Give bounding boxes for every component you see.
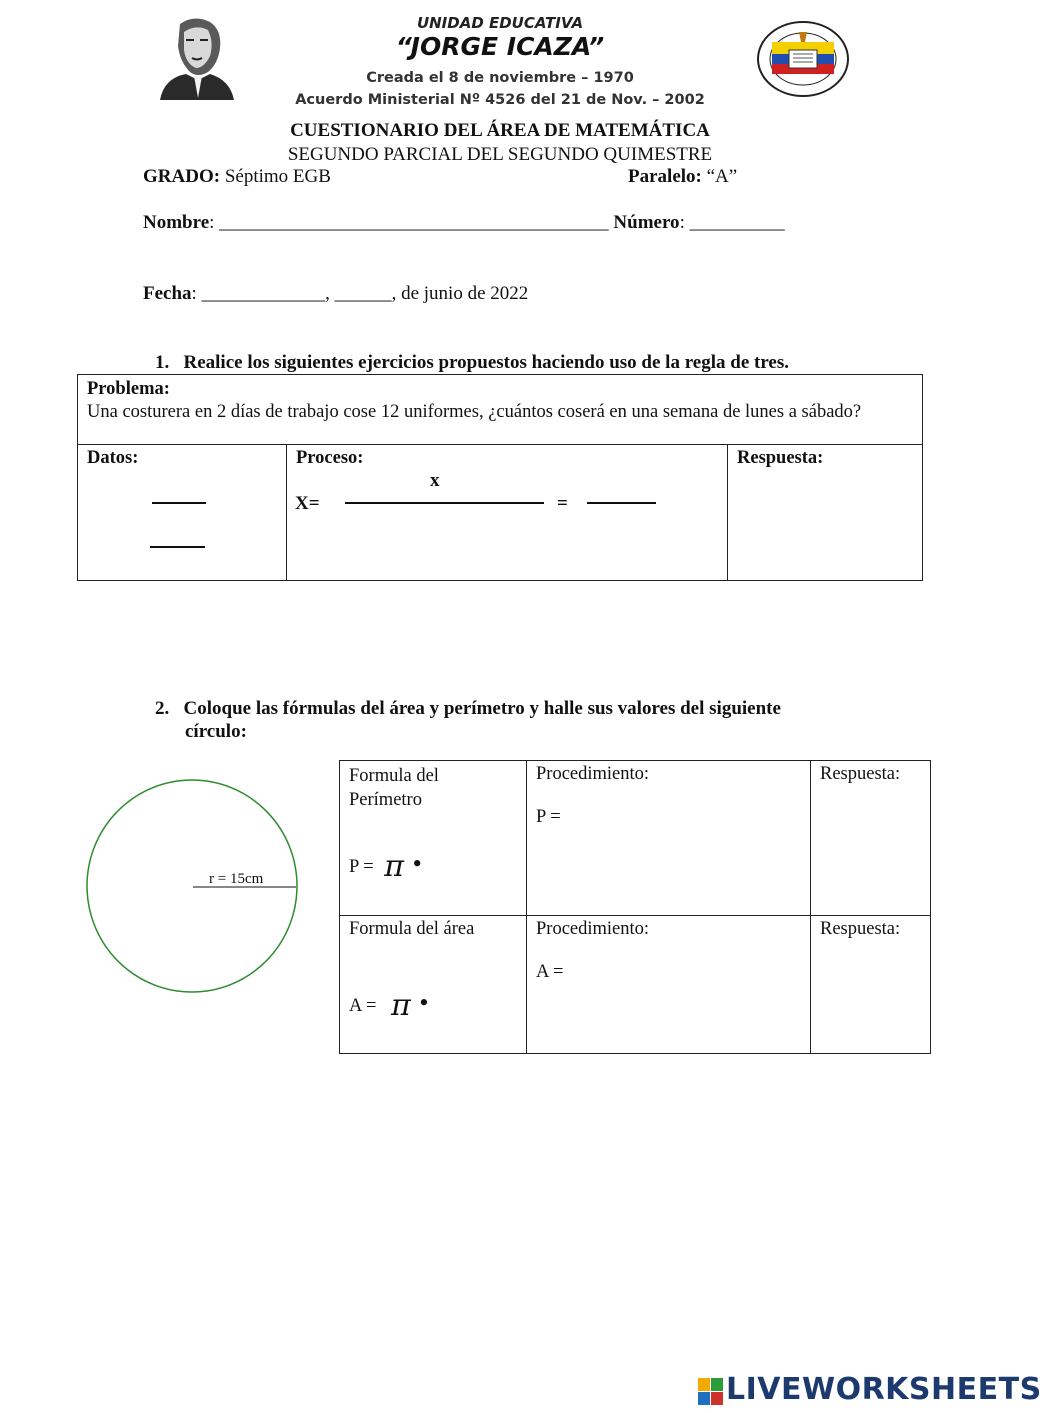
ministerial-agreement: Acuerdo Ministerial Nº 4526 del 21 de Nov. – 2002 — [295, 92, 705, 108]
radius-label: r = 15cm — [209, 871, 264, 887]
datos-blank-line-2[interactable] — [150, 546, 205, 548]
document-title: CUESTIONARIO DEL ÁREA DE MATEMÁTICA — [290, 120, 710, 141]
perimeter-formula-label: Formula del Perímetro — [349, 766, 439, 811]
multiply-dot-icon: • — [412, 849, 422, 878]
area-answer-label: Respuesta: — [820, 919, 901, 939]
question-1 — [155, 352, 789, 374]
grado-label: GRADO: — [143, 166, 221, 187]
result-blank-line[interactable] — [587, 502, 656, 504]
pi-icon: π — [391, 988, 411, 1023]
area-formula-cell[interactable] — [340, 916, 527, 1054]
proceso-label: Proceso: — [296, 448, 364, 468]
question-2-text-line2: círculo: — [185, 720, 247, 742]
school-logo — [755, 20, 851, 98]
datos-label: Datos: — [87, 448, 139, 468]
numero-label: Número — [613, 212, 680, 233]
question-1-text: Realice los siguientes ejercicios propuestos haciendo uso de la regla de tres. — [183, 352, 789, 373]
fecha-blank[interactable]: : _____________, ______, de junio de 2022 — [191, 283, 529, 304]
creation-date: Creada el 8 de noviembre – 1970 — [366, 70, 634, 86]
fecha-field[interactable] — [143, 283, 528, 305]
portrait-image — [150, 14, 238, 100]
nombre-label: Nombre — [143, 212, 210, 233]
perimeter-procedure-label: Procedimiento: — [536, 764, 650, 784]
nombre-blank[interactable]: : _________________________________________ — [209, 212, 609, 233]
area-eq-label: A = — [349, 996, 377, 1016]
perimeter-procedure-cell[interactable] — [527, 761, 811, 916]
nombre-field[interactable] — [143, 212, 785, 234]
datos-blank-line-1[interactable] — [152, 502, 206, 504]
liveworksheets-logo-icon — [698, 1378, 724, 1406]
x-equals-label: X= — [295, 493, 320, 514]
question-2-text-line1: Coloque las fórmulas del área y perímetro y halle sus valores del siguiente — [183, 698, 781, 719]
pi-icon: π — [384, 849, 405, 884]
question-2 — [155, 698, 781, 744]
area-answer-cell[interactable] — [811, 916, 931, 1054]
fraction-bar[interactable] — [345, 502, 544, 504]
paralelo-label: Paralelo: — [628, 166, 702, 187]
datos-cell[interactable] — [78, 445, 287, 581]
area-procedure-eq: A = — [536, 962, 564, 982]
area-formula-label: Formula del área — [349, 919, 475, 939]
fecha-label: Fecha — [143, 283, 192, 304]
perimeter-answer-cell[interactable] — [811, 761, 931, 916]
document-subtitle: SEGUNDO PARCIAL DEL SEGUNDO QUIMESTRE — [287, 144, 713, 165]
respuesta-label: Respuesta: — [737, 448, 824, 468]
perimeter-equation — [349, 845, 422, 884]
respuesta-cell[interactable] — [728, 445, 923, 581]
rule-of-three-table — [77, 374, 923, 581]
perimeter-eq-label: P = — [349, 857, 374, 877]
paralelo-value: “A” — [701, 166, 738, 187]
school-name: “JORGE ICAZA” — [395, 32, 605, 61]
proceso-cell[interactable] — [287, 445, 728, 581]
numero-blank[interactable]: : __________ — [679, 212, 785, 233]
x-numerator: x — [430, 470, 440, 491]
circle-figure — [84, 778, 304, 996]
equals-sign: = — [557, 493, 568, 514]
grado-value: Séptimo EGB — [220, 166, 331, 187]
paralelo-field — [628, 166, 737, 188]
liveworksheets-brand[interactable]: LIVEWORKSHEETS — [726, 1372, 1042, 1407]
perimeter-answer-label: Respuesta: — [820, 764, 901, 784]
circle-outline — [87, 780, 297, 992]
multiply-dot-icon: • — [419, 988, 429, 1017]
area-procedure-label: Procedimiento: — [536, 919, 650, 939]
question-1-number: 1. — [155, 352, 170, 373]
problem-cell — [78, 375, 923, 445]
area-equation — [349, 984, 429, 1023]
problem-text: Una costurera en 2 días de trabajo cose 12 uniformes, ¿cuántos coserá en una semana de lunes a sábado? — [87, 402, 862, 423]
perimeter-formula-cell[interactable] — [340, 761, 527, 916]
grado-field — [143, 166, 331, 188]
perimeter-procedure-eq: P = — [536, 807, 561, 827]
question-2-number: 2. — [155, 698, 170, 719]
area-procedure-cell[interactable] — [527, 916, 811, 1054]
school-label: UNIDAD EDUCATIVA — [416, 14, 584, 32]
problem-label: Problema: — [87, 379, 170, 399]
circle-formula-table — [339, 760, 931, 1054]
